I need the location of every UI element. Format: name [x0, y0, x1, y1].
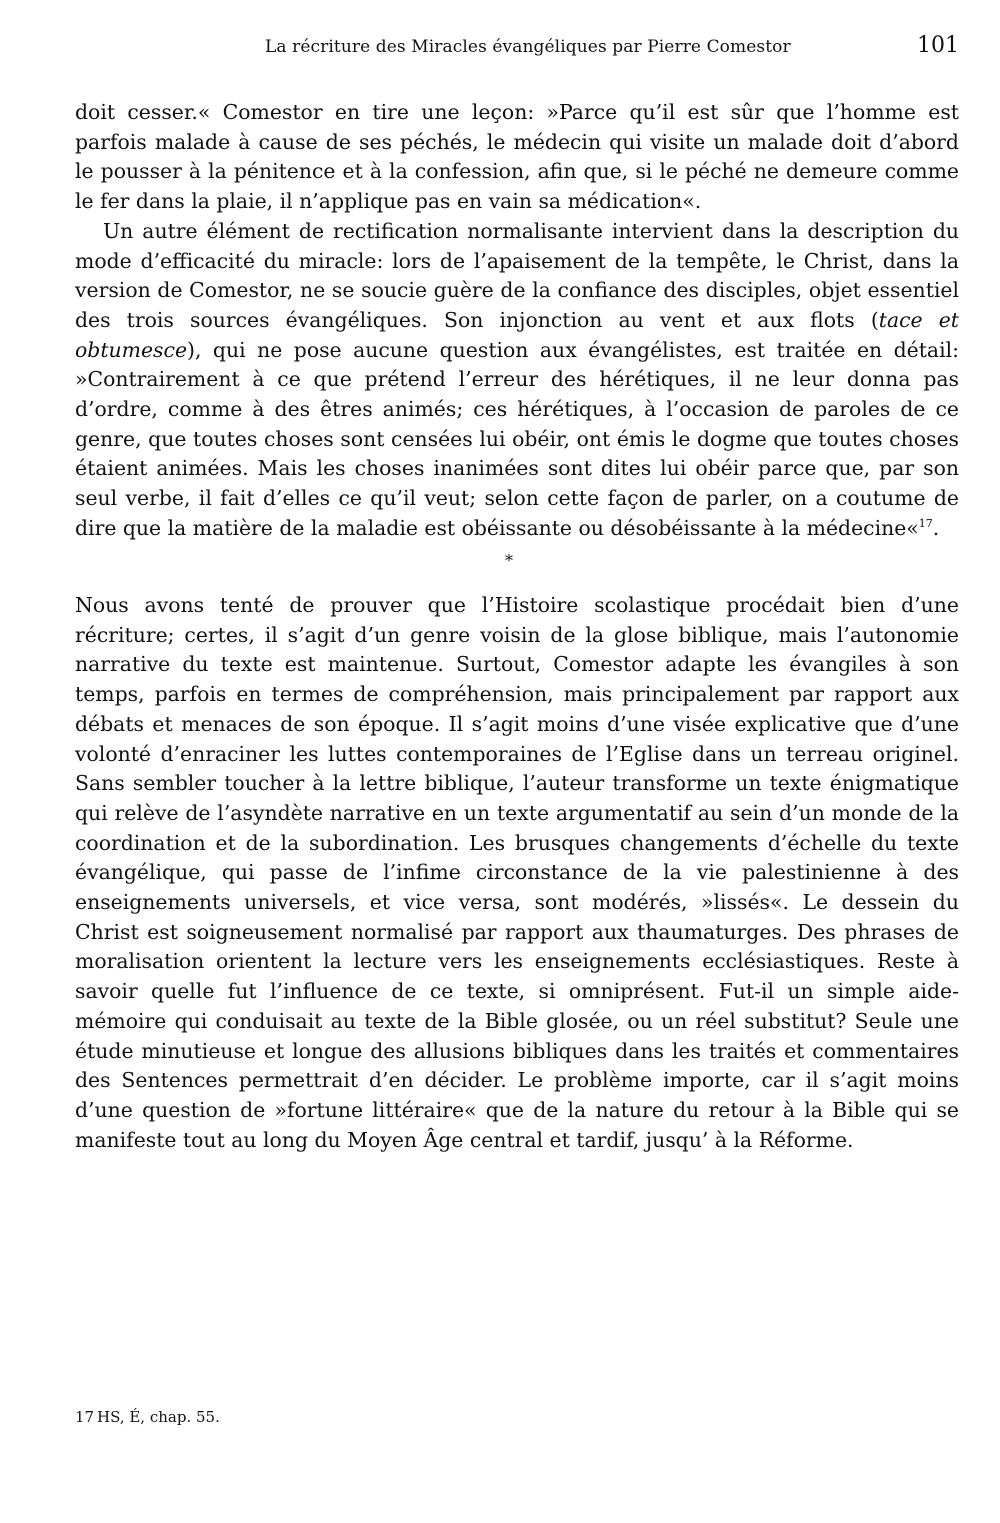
paragraph-text: Un autre élément de rectification normalisante intervient dans la description du mode d’efficacité du miracle: lors de l’apaisement de la tempête, le Christ, dans la version de Comestor, ne se soucie guère de la confiance des disciples, objet essentiel des trois sources évangéliques. Son injonction au vent et aux flots ( — [75, 218, 959, 332]
document-page — [75, 0, 959, 1523]
section-separator: * — [505, 551, 513, 570]
paragraph-conclusion: Nous avons tenté de prouver que l’Histoire scolastique procédait bien d’une récriture; certes, il s’agit d’un genre voisin de la glose biblique, mais l’autonomie narrative du texte est maintenue. Surtout, Comestor adapte les évangiles à son temps, parfois en termes de compréhension, mais principalement par rapport aux débats et menaces de son époque. Il s’agit moins d’une visée explicative que d’une volonté d’enraciner les luttes contemporaines de l’Eglise dans un terreau originel. Sans sembler toucher à la lettre biblique, l’auteur transforme un texte énigmatique qui relève de l’asyndète narrative en un texte argumentatif au sein d’un monde de la coordination et de la subordination. Les brusques changements d’échelle du texte évangélique, qui passe de l’infime circonstance de la vie palestinienne à des enseignements universels, et vice versa, sont modérés, »lissés«. Le dessein du Christ est soigneusement normalisé par rapport aux thaumaturges. Des phrases de moralisation orientent la lecture vers les enseignements ecclésiastiques. Reste à savoir quelle fut l’influence de ce texte, si omniprésent. Fut-il un simple aide-mémoire qui conduisait au texte de la Bible glosée, ou un réel substitut? Seule une étude minutieuse et longue des allusions bibliques dans les traités et commentaires des Sentences permettrait d’en décider. Le problème importe, car il s’agit moins d’une question de »fortune littéraire« que de la nature du retour à la Bible qui se manifeste tout au long du Moyen Âge central et tardif, jusqu’ à la Réforme. — [75, 593, 959, 1152]
running-title: La récriture des Miracles évangéliques par Pierre Comestor — [265, 37, 791, 57]
latin-phrase: tace et obtumesce — [75, 307, 959, 362]
running-head — [75, 33, 959, 63]
paragraph-text: ), qui ne pose aucune question aux évangélistes, est traitée en détail: »Contrairement à ce que prétend l’erreur des hérétiques, il ne leur donna pas d’ordre, comme à des êtres animés; ces hérétiques, à l’occasion de paroles de ce genre, que toutes choses sont censées lui obéir, ont émis le dogme que toutes choses étaient animées. Mais les choses inanimées sont dites lui obéir parce que, par son seul verbe, il fait d’elles ce qu’il veut; selon cette façon de parler, on a coutume de dire que la matière de la maladie est obéissante ou désobéissante à la médecine« — [75, 337, 959, 540]
footnote — [75, 1407, 220, 1427]
page-number: 101 — [917, 33, 959, 58]
paragraph-continuation: doit cesser.« Comestor en tire une leçon: »Parce qu’il est sûr que l’homme est parfois malade à cause de ses péchés, le médecin qui visite un malade doit d’abord le pousser à la pénitence et à la confession, afin que, si le péché ne demeure comme le fer dans la plaie, il n’applique pas en vain sa médication«. — [75, 100, 959, 214]
footnote-number: 17 — [75, 1408, 95, 1426]
paragraph-rectification — [75, 217, 959, 544]
paragraph-text: . — [932, 515, 940, 540]
upper-text-block — [75, 98, 959, 544]
footnote-text: HS, É, chap. 55. — [97, 1408, 220, 1426]
conclusion-text-block — [75, 591, 959, 1155]
footnote-reference[interactable]: 17 — [918, 517, 933, 531]
